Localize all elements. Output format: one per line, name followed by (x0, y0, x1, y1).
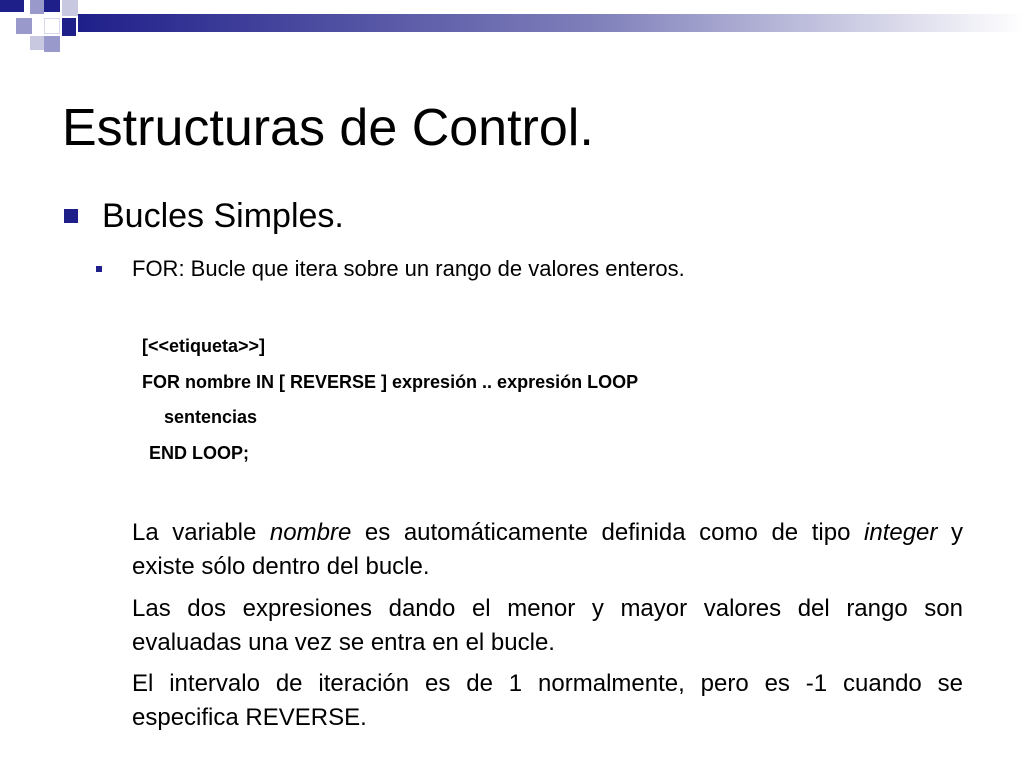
decor-square (44, 36, 60, 52)
bullet-level1-text: Bucles Simples. (102, 197, 344, 235)
decor-square (0, 0, 24, 12)
paragraph-expressions: Las dos expresiones dando el menor y mayor valores del rango son evaluadas una vez se entra en el bucle. (132, 595, 963, 656)
decor-square (30, 36, 44, 50)
decor-square (62, 18, 76, 36)
para-text: La variable (132, 519, 270, 546)
syntax-line-for: FOR nombre IN [ REVERSE ] expresión .. expresión LOOP (142, 372, 639, 392)
header-decoration (0, 0, 1024, 40)
syntax-line-end: END LOOP; (149, 443, 250, 463)
para-text: y existe sólo dentro del bucle. (132, 519, 963, 580)
syntax-line-body: sentencias (164, 407, 258, 427)
bullet-level2-text: FOR: Bucle que itera sobre un rango de valores enteros. (132, 256, 685, 281)
bullet-level2 (96, 252, 685, 286)
paragraph-variable (132, 516, 963, 584)
decor-square (30, 0, 44, 14)
para-emphasis: integer (864, 519, 938, 546)
syntax-line-label: [<<etiqueta>>] (142, 336, 266, 356)
para-emphasis: nombre (269, 519, 352, 546)
decor-square (44, 0, 60, 12)
small-square-bullet-icon (96, 266, 102, 272)
decor-square (62, 0, 78, 16)
square-bullet-icon (64, 209, 78, 223)
paragraph-interval: El intervalo de iteración es de 1 normalmente, pero es -1 cuando se especifica REVERSE. (132, 670, 963, 731)
decor-square (44, 18, 60, 34)
slide-title: Estructuras de Control. (62, 99, 594, 157)
decor-square (16, 18, 32, 34)
bullet-level1 (64, 194, 344, 238)
para-text: es automáticamente definida como de tipo (351, 519, 865, 546)
